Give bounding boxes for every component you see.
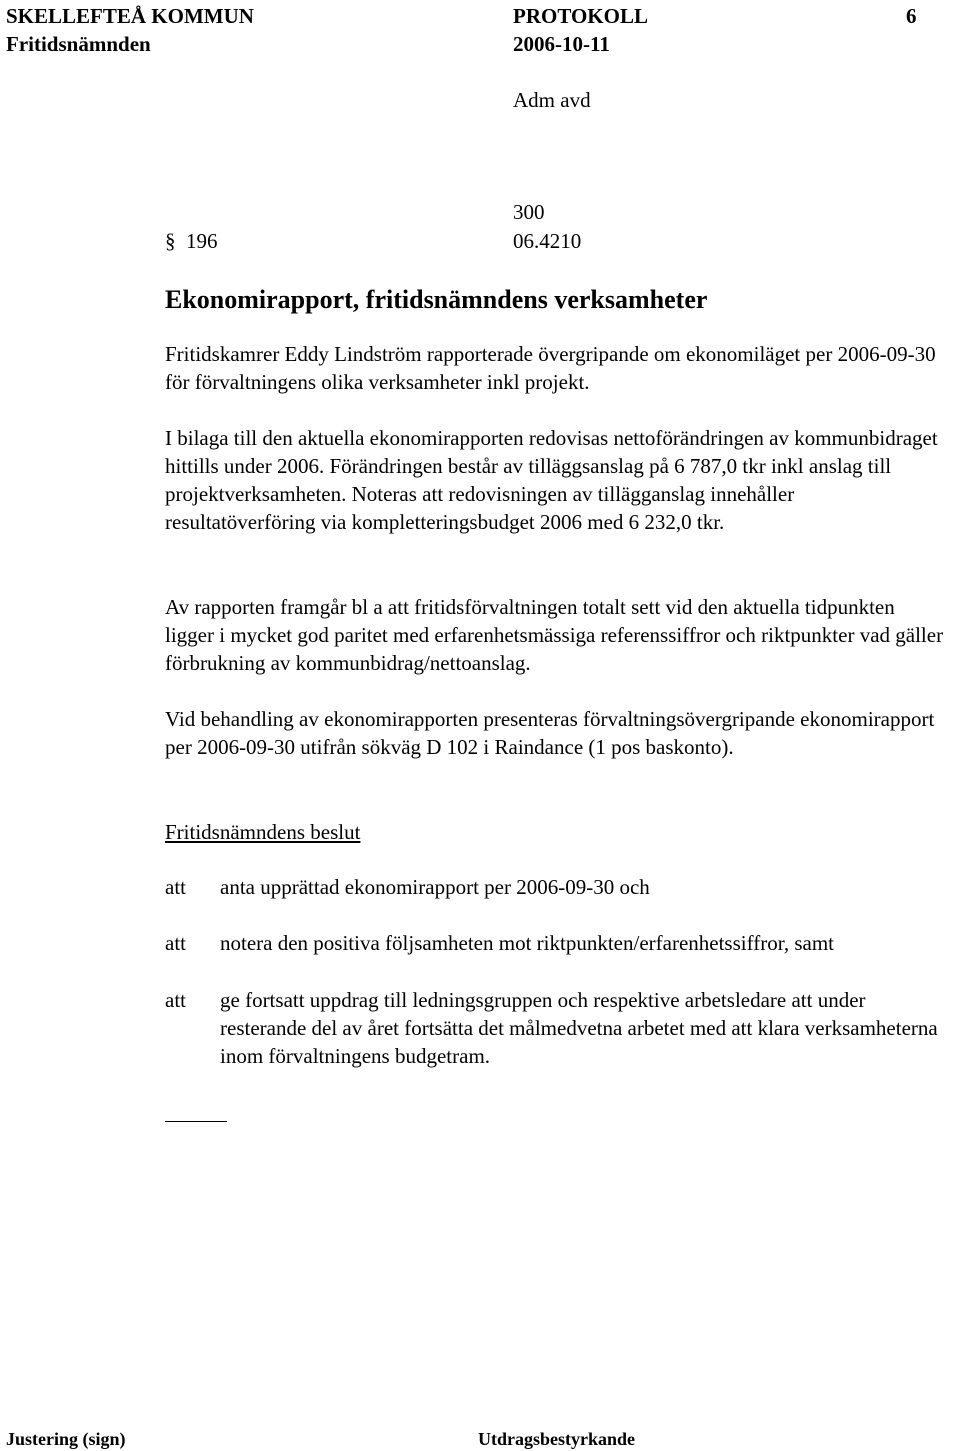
- paragraph-symbol: §: [165, 229, 176, 253]
- decision-text: anta upprättad ekonomirapport per 2006-09-30 och: [220, 875, 650, 899]
- footer-signature-label: Justering (sign): [6, 1429, 126, 1449]
- paragraph-1: Fritidskamrer Eddy Lindström rapporterade övergripande om ekonomiläget per 2006-09-30 för förvaltningens olika verksamheter inkl projekt.: [165, 342, 936, 394]
- page-title: Ekonomirapport, fritidsnämndens verksamheter: [165, 285, 708, 314]
- separator-rule: [165, 1121, 227, 1122]
- paragraph-4: Vid behandling av ekonomirapporten presenteras förvaltningsövergripande ekonomirapport per 2006-09-30 utifrån sökväg D 102 i Raindance (1 pos baskonto).: [165, 707, 935, 759]
- header-committee: Fritidsnämnden: [6, 32, 151, 56]
- decision-heading: Fritidsnämndens beslut: [165, 820, 361, 844]
- decision-text: notera den positiva följsamheten mot riktpunkten/erfarenhetssiffror, samt: [220, 931, 835, 955]
- decision-keyword: att: [165, 931, 186, 955]
- department: Adm avd: [513, 88, 591, 112]
- decision-text: ge fortsatt uppdrag till ledningsgruppen och respektive arbetsledare att under resterande del av året fortsätta det målmedvetna arbetet med att klara verksamheterna inom förvaltningens budgetram.: [220, 988, 938, 1068]
- paragraph-3: Av rapporten framgår bl a att fritidsförvaltningen totalt sett vid den aktuella tidpunkten ligger i mycket god paritet med erfarenhetsmässiga referenssiffror och riktpunkter vad gäller förbrukning av kommunbidrag/nettoanslag.: [165, 595, 944, 675]
- paragraph-2: I bilaga till den aktuella ekonomirapporten redovisas nettoförändringen av kommunbidraget hittills under 2006. Förändringen består av tilläggsanslag på 6 787,0 tkr inkl anslag till projektverksamheten. Noteras att redovisningen av tillägganslag innehåller resultatöverföring via kompletteringsbudget 2006 med 6 232,0 tkr.: [165, 426, 938, 534]
- header-date: 2006-10-11: [513, 32, 610, 56]
- footer-certified-label: Utdragsbestyrkande: [478, 1429, 636, 1449]
- decision-keyword: att: [165, 875, 186, 899]
- reference-code-bottom: 06.4210: [513, 229, 582, 253]
- paragraph-number: 196: [186, 229, 218, 253]
- reference-code-top: 300: [513, 200, 545, 224]
- header-page-number: 6: [906, 4, 917, 28]
- decision-keyword: att: [165, 988, 186, 1012]
- header-org: SKELLEFTEÅ KOMMUN: [6, 4, 254, 28]
- header-doc-type: PROTOKOLL: [513, 4, 648, 28]
